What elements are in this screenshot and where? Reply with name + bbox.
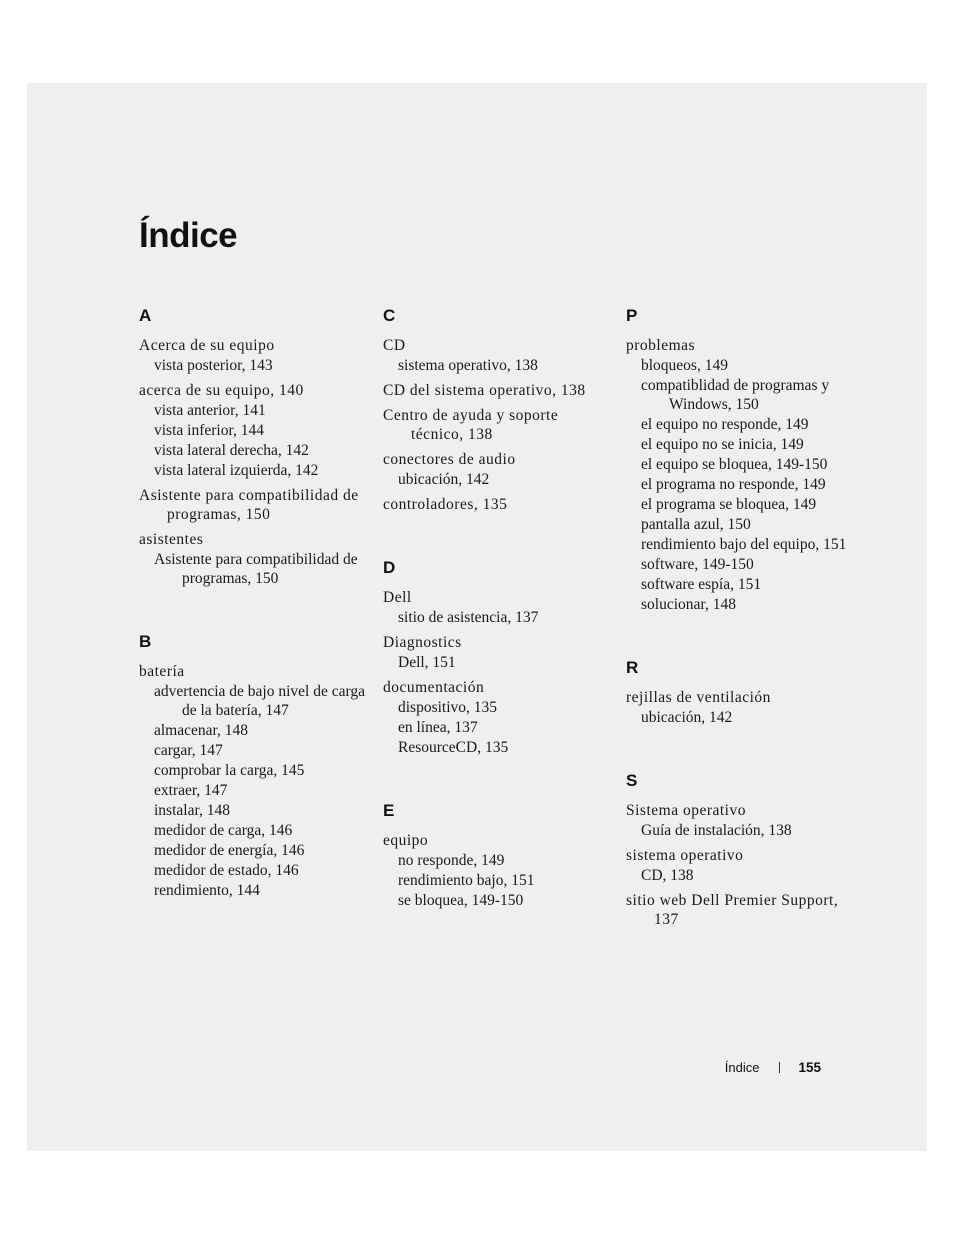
index-subentry: comprobar la carga, 145 [154,762,305,779]
footer-label: Índice [724,1060,760,1075]
index-entry [139,381,371,480]
index-term: problemas [626,337,696,354]
index-entry [626,336,858,614]
index-subentry: sitio de asistencia, 137 [398,609,539,626]
index-entry [383,406,615,444]
index-section [139,632,371,900]
index-subentry: medidor de estado, 146 [154,862,299,879]
index-term: Centro de ayuda y soporte técnico, 138 [383,407,559,443]
index-entry [139,530,371,588]
index-subentry: rendimiento bajo, 151 [398,872,535,889]
index-term: equipo [383,832,429,849]
section-letter: D [383,558,396,577]
index-subentry: medidor de carga, 146 [154,822,293,839]
index-subentry: sistema operativo, 138 [398,357,538,374]
index-entry [383,831,615,910]
index-subentry: el programa no responde, 149 [641,476,826,493]
index-subentry: instalar, 148 [154,802,231,819]
index-section [626,771,858,929]
index-entry [626,801,858,840]
index-term: sitio web Dell Premier Support, 137 [626,892,839,928]
index-term: asistentes [139,531,204,548]
index-subentry: se bloquea, 149-150 [398,892,524,909]
page-number: 155 [798,1060,821,1075]
index-entry [139,486,371,524]
section-letter: C [383,306,396,325]
index-subentry: cargar, 147 [154,742,223,759]
index-entry [626,688,858,727]
index-entry [383,495,615,514]
index-subentry: vista anterior, 141 [154,402,266,419]
index-entry [139,662,371,900]
section-letter: P [626,306,638,325]
index-term: CD [383,337,406,354]
index-subentry: el equipo se bloquea, 149-150 [641,456,828,473]
index-subentry: vista inferior, 144 [154,422,265,439]
index-subentry: pantalla azul, 150 [641,516,751,533]
section-letter: E [383,801,395,820]
index-section [383,558,615,757]
index-subentry: dispositivo, 135 [398,699,498,716]
index-subentry: compatiblidad de programas y Windows, 150 [641,377,830,413]
index-term: acerca de su equipo, 140 [139,382,304,399]
index-term: Dell [383,589,412,606]
index-entry [626,891,858,929]
index-subentry: rendimiento bajo del equipo, 151 [641,536,847,553]
index-subentry: el equipo no responde, 149 [641,416,809,433]
index-subentry: advertencia de bajo nivel de carga de la batería, 147 [154,683,366,719]
index-subentry: ubicación, 142 [641,709,733,726]
index-column-1 [139,300,371,906]
index-term: rejillas de ventilación [626,689,771,706]
index-subentry: software espía, 151 [641,576,762,593]
index-section [626,306,858,614]
index-term: Diagnostics [383,634,462,651]
index-subentry: vista posterior, 143 [154,357,273,374]
index-entry [383,336,615,375]
index-column-3 [626,300,858,935]
index-entry [383,381,615,400]
index-entry [383,588,615,627]
index-term: CD del sistema operativo, 138 [383,382,586,399]
index-term: documentación [383,679,485,696]
index-section [626,658,858,727]
index-term: batería [139,663,185,680]
footer-separator [779,1062,780,1073]
index-subentry: solucionar, 148 [641,596,736,613]
index-subentry: vista lateral izquierda, 142 [154,462,319,479]
section-letter: B [139,632,152,651]
index-subentry: extraer, 147 [154,782,228,799]
index-entry [139,336,371,375]
index-entry [383,678,615,757]
index-subentry: el equipo no se inicia, 149 [641,436,804,453]
index-subentry: Dell, 151 [398,654,456,671]
index-entry [383,633,615,672]
index-subentry: vista lateral derecha, 142 [154,442,309,459]
index-section [383,801,615,910]
index-section [383,306,615,514]
index-section [139,306,371,588]
index-subentry: ResourceCD, 135 [398,739,509,756]
section-letter: R [626,658,639,677]
index-term: Acerca de su equipo [139,337,275,354]
index-subentry: CD, 138 [641,867,694,884]
index-term: Sistema operativo [626,802,746,819]
section-letter: S [626,771,638,790]
index-subentry: ubicación, 142 [398,471,490,488]
index-term: sistema operativo [626,847,744,864]
index-subentry: no responde, 149 [398,852,505,869]
index-term: conectores de audio [383,451,516,468]
index-subentry: medidor de energía, 146 [154,842,305,859]
index-subentry: almacenar, 148 [154,722,249,739]
index-term: controladores, 135 [383,496,508,513]
index-subentry: el programa se bloquea, 149 [641,496,817,513]
index-subentry: bloqueos, 149 [641,357,728,374]
page-title: Índice [139,216,238,255]
section-letter: A [139,306,152,325]
index-term: Asistente para compatibilidad de programas, 150 [139,487,359,523]
index-entry [626,846,858,885]
index-subentry: Asistente para compatibilidad de programas, 150 [154,551,358,587]
page-footer [725,1060,821,1075]
index-subentry: Guía de instalación, 138 [641,822,792,839]
index-entry [383,450,615,489]
index-subentry: en línea, 137 [398,719,478,736]
index-subentry: software, 149-150 [641,556,754,573]
index-column-2 [383,300,615,916]
index-subentry: rendimiento, 144 [154,882,260,899]
